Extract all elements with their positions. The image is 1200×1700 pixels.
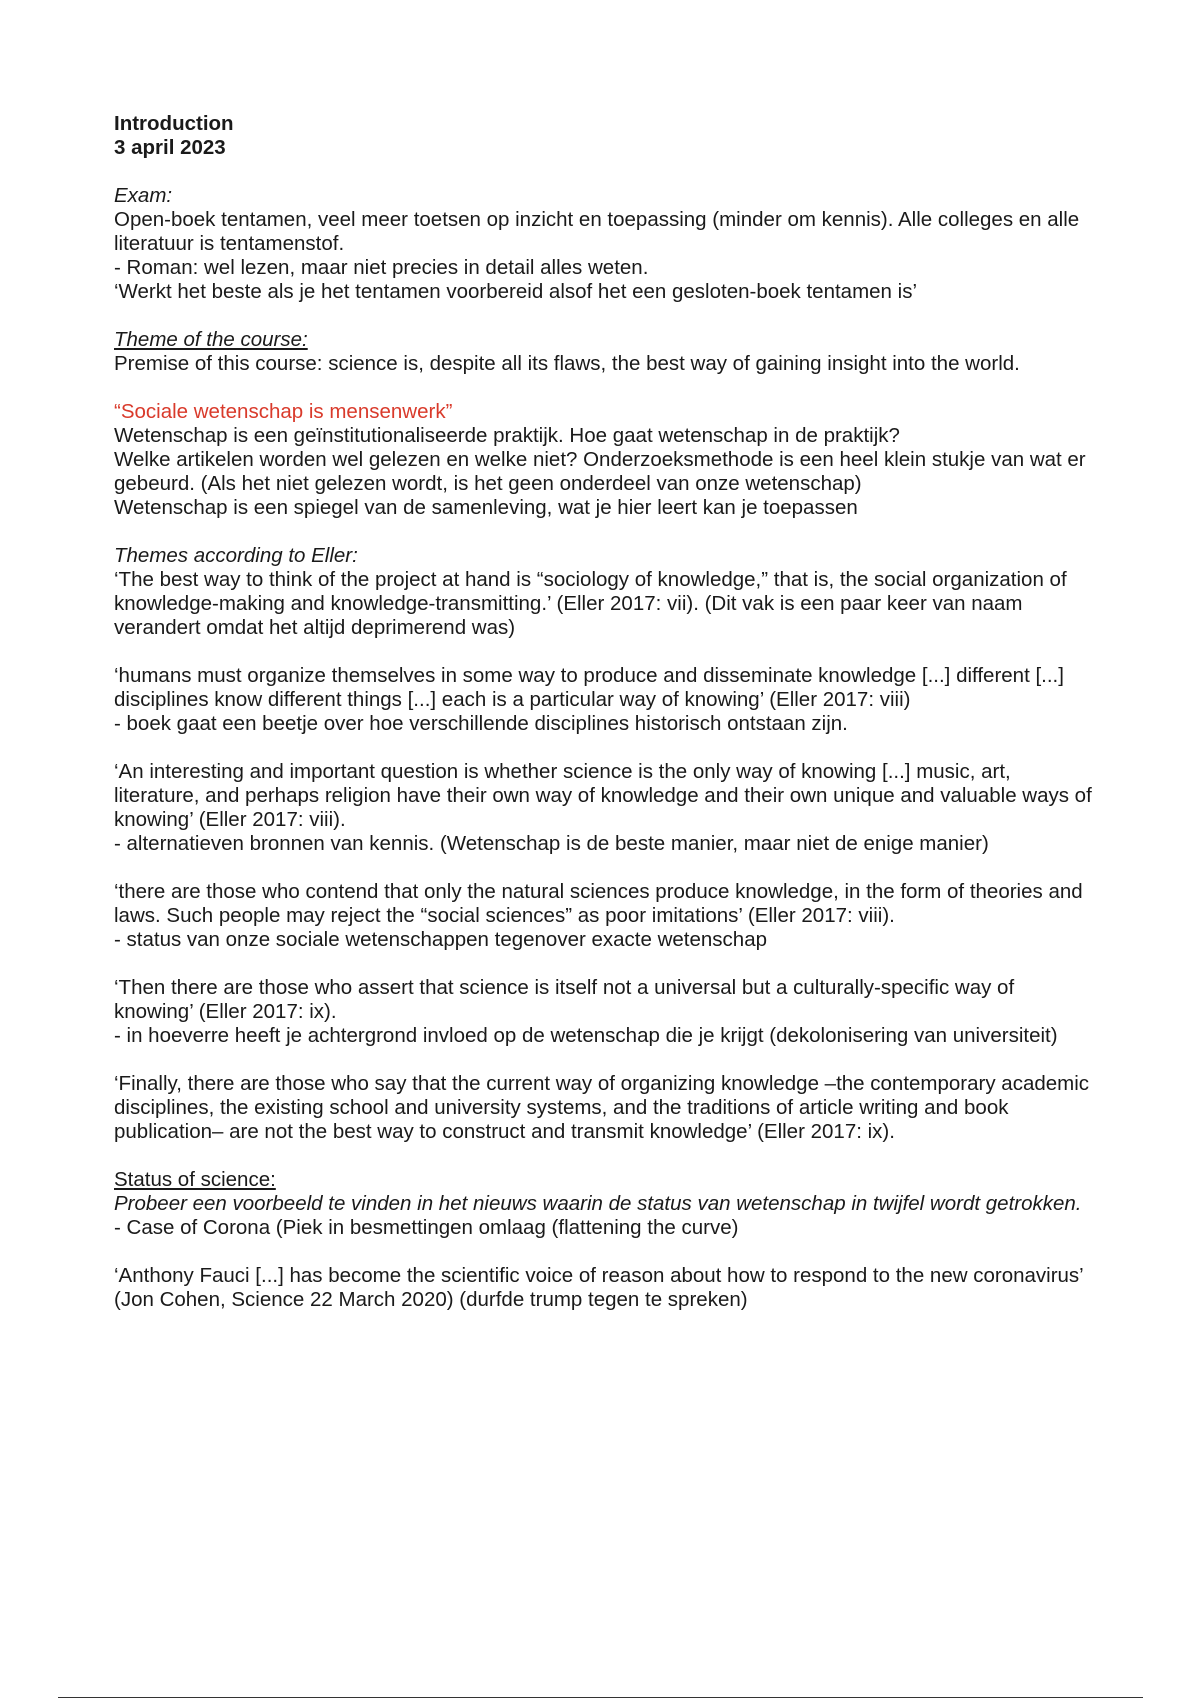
eller-quote: ‘The best way to think of the project at hand is “sociology of knowledge,” that is, the social organization of knowledge-making and knowledge-transmitting.’ (Eller 2017: vii). (Dit vak is een paar keer van naam verandert omdat het altijd deprimerend was) <box>114 568 1067 639</box>
exam-line: ‘Werkt het beste als je het tentamen voorbereid alsof het een gesloten-boek tentamen is’ <box>114 280 918 303</box>
theme-heading: Theme of the course: <box>114 328 308 351</box>
eller-paragraph <box>114 880 1094 952</box>
eller-quote: ‘humans must organize themselves in some way to produce and disseminate knowledge [...] different [...] disciplines know different things [...] each is a particular way of knowing’ (Eller 2017: viii) <box>114 664 1064 711</box>
eller-note: - status van onze sociale wetenschappen tegenover exacte wetenschap <box>114 928 767 951</box>
eller-paragraph <box>114 1072 1094 1144</box>
eller-quote: ‘there are those who contend that only the natural sciences produce knowledge, in the form of theories and laws. Such people may reject the “social sciences” as poor imitations’ (Eller 2017: viii). <box>114 880 1083 927</box>
status-prompt: Probeer een voorbeeld te vinden in het nieuws waarin de status van wetenschap in twijfel wordt getrokken. <box>114 1192 1082 1215</box>
exam-line: - Roman: wel lezen, maar niet precies in detail alles weten. <box>114 256 649 279</box>
eller-quote: ‘An interesting and important question is whether science is the only way of knowing [...] music, art, literature, and perhaps religion have their own way of knowledge and their own unique and valuable ways of knowing’ (Eller 2017: viii). <box>114 760 1092 831</box>
eller-paragraph <box>114 760 1094 856</box>
exam-heading: Exam: <box>114 184 173 207</box>
fauci-paragraph <box>114 1264 1094 1312</box>
theme-text: Premise of this course: science is, despite all its flaws, the best way of gaining insight into the world. <box>114 352 1020 375</box>
eller-section-intro <box>114 544 1094 640</box>
document-date: 3 april 2023 <box>114 136 226 159</box>
status-heading: Status of science: <box>114 1168 276 1191</box>
eller-note: - boek gaat een beetje over hoe verschillende disciplines historisch ontstaan zijn. <box>114 712 848 735</box>
eller-heading: Themes according to Eller: <box>114 544 358 567</box>
eller-paragraph <box>114 664 1094 736</box>
sociale-line: Wetenschap is een spiegel van de samenleving, wat je hier leert kan je toepassen <box>114 496 858 519</box>
document-header <box>114 112 1094 160</box>
exam-section <box>114 184 1094 304</box>
sociale-line: Wetenschap is een geïnstitutionaliseerde praktijk. Hoe gaat wetenschap in de praktijk? <box>114 424 900 447</box>
theme-section <box>114 328 1094 376</box>
sociale-section <box>114 400 1094 520</box>
eller-note: - alternatieven bronnen van kennis. (Wetenschap is de beste manier, maar niet de enige manier) <box>114 832 989 855</box>
status-case: - Case of Corona (Piek in besmettingen omlaag (flattening the curve) <box>114 1216 739 1239</box>
status-section <box>114 1168 1094 1240</box>
eller-note: - in hoeverre heeft je achtergrond invloed op de wetenschap die je krijgt (dekolonisering van universiteit) <box>114 1024 1058 1047</box>
eller-paragraph <box>114 976 1094 1048</box>
document-title: Introduction <box>114 112 234 135</box>
document-page <box>114 112 1094 1336</box>
eller-quote: ‘Then there are those who assert that science is itself not a universal but a culturally-specific way of knowing’ (Eller 2017: ix). <box>114 976 1015 1023</box>
footer-divider <box>58 1697 1143 1698</box>
sociale-line: Welke artikelen worden wel gelezen en welke niet? Onderzoeksmethode is een heel klein stukje van wat er gebeurd. (Als het niet gelezen wordt, is het geen onderdeel van onze wetenschap) <box>114 448 1086 495</box>
eller-quote: ‘Finally, there are those who say that the current way of organizing knowledge –the contemporary academic disciplines, the existing school and university systems, and the traditions of article writing and book publication– are not the best way to construct and transmit knowledge’ (Eller 2017: ix). <box>114 1072 1090 1143</box>
exam-line: Open-boek tentamen, veel meer toetsen op inzicht en toepassing (minder om kennis). Alle colleges en alle literatuur is tentamenstof. <box>114 208 1080 255</box>
sociale-quote: “Sociale wetenschap is mensenwerk” <box>114 400 453 423</box>
fauci-quote: ‘Anthony Fauci [...] has become the scientific voice of reason about how to respond to the new coronavirus’ (Jon Cohen, Science 22 March 2020) (durfde trump tegen te spreken) <box>114 1264 1083 1311</box>
